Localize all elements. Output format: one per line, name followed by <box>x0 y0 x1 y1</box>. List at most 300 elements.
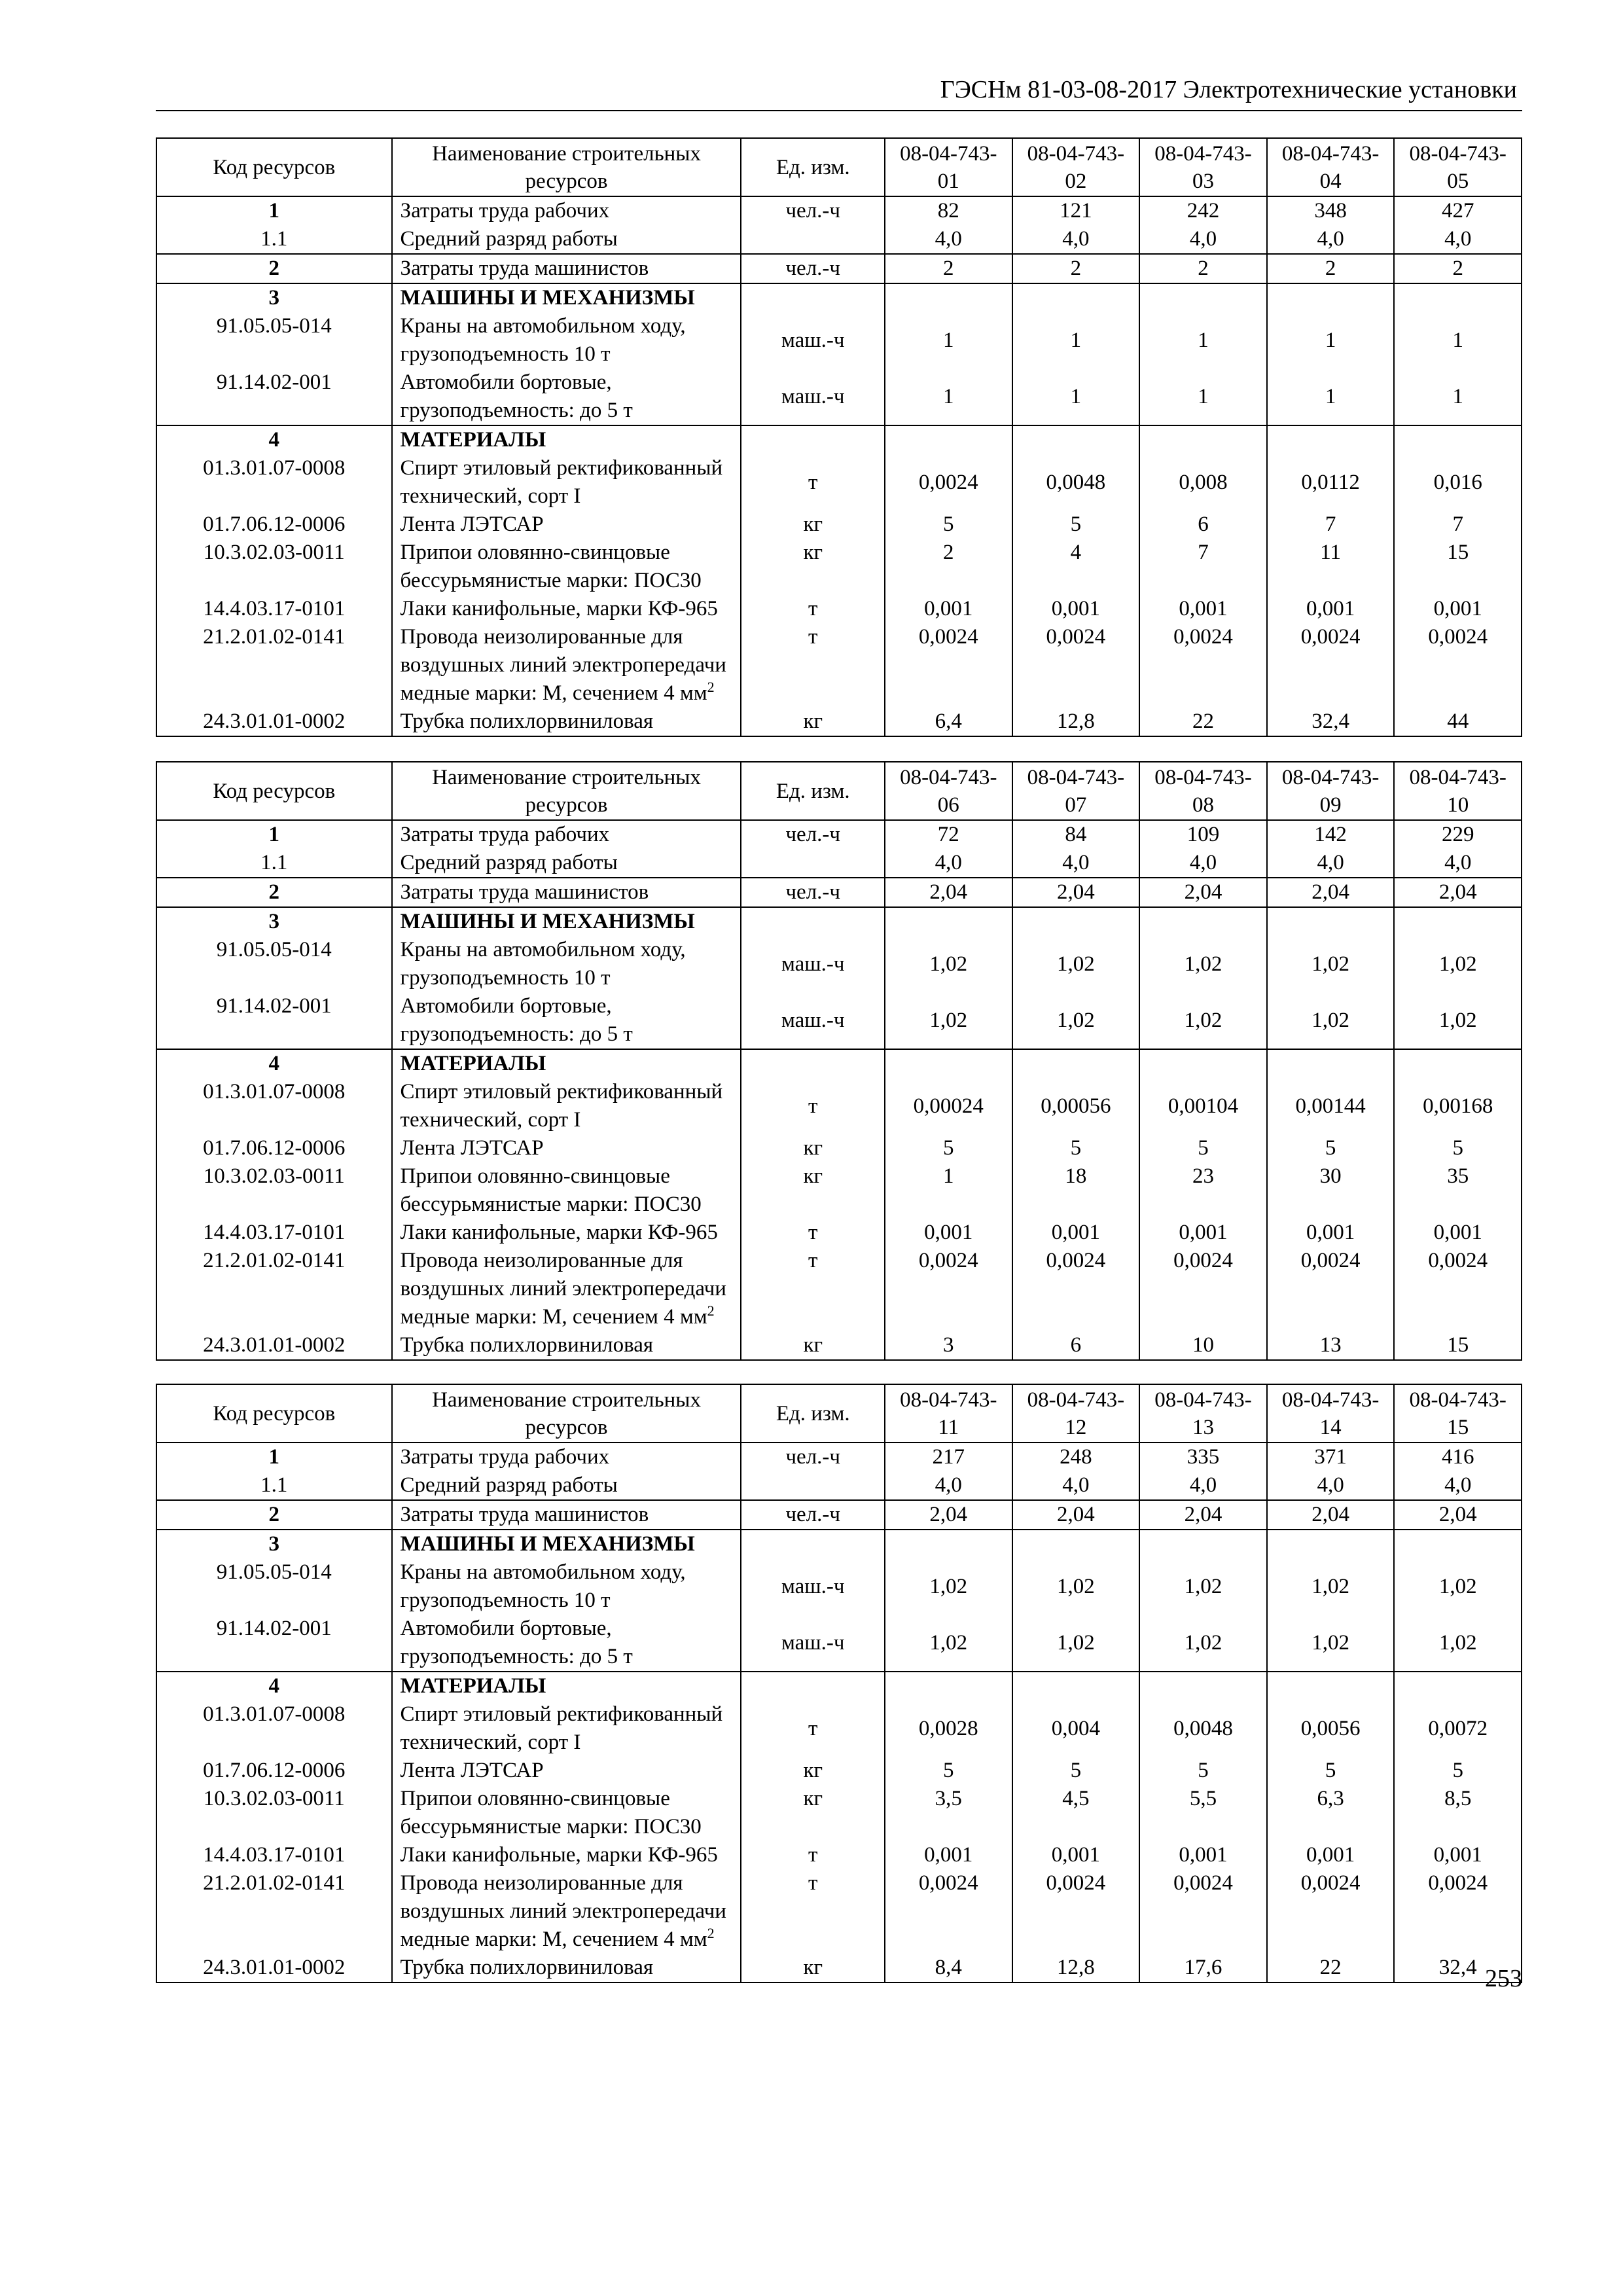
value-cell: 4,0 <box>1012 849 1140 878</box>
table-row <box>156 907 1522 936</box>
value-cell: 22 <box>1139 708 1267 736</box>
table-row <box>156 1615 1522 1672</box>
table-row <box>156 1785 1522 1841</box>
value-cell <box>1267 1049 1395 1078</box>
value-cell <box>885 425 1012 454</box>
table-row <box>156 283 1522 312</box>
value-cell: 2,04 <box>1394 1500 1522 1530</box>
value-cell: 0,001 <box>1267 595 1395 623</box>
value-cell: 2,04 <box>885 1500 1012 1530</box>
value-cell: 30 <box>1267 1162 1395 1219</box>
value-cell: 1 <box>1012 312 1140 368</box>
value-cell: 1 <box>885 1162 1012 1219</box>
value-cell: 0,001 <box>885 595 1012 623</box>
resource-name-text: Краны на автомобильном ходу, грузоподъемность 10 т <box>400 1560 686 1612</box>
value-cell <box>1394 907 1522 936</box>
resource-code: 21.2.01.02-0141 <box>156 1247 392 1331</box>
resource-name-text: Припои оловянно-свинцовые бессурьмянистые марки: ПОС30 <box>400 1787 702 1839</box>
resource-code: 21.2.01.02-0141 <box>156 1869 392 1954</box>
value-cell <box>1267 283 1395 312</box>
value-cell: 0,001 <box>1394 1219 1522 1247</box>
resource-code: 01.7.06.12-0006 <box>156 511 392 539</box>
resource-name-text: МАШИНЫ И МЕХАНИЗМЫ <box>400 1532 695 1556</box>
value-cell: 4,0 <box>1012 225 1140 254</box>
unit-cell <box>741 1530 885 1558</box>
unit-cell: маш.-ч <box>741 312 885 368</box>
value-cell: 4,0 <box>1139 225 1267 254</box>
value-cell <box>1012 283 1140 312</box>
value-cell: 2,04 <box>1267 1500 1395 1530</box>
column-header-norm: 08-04-743-14 <box>1267 1384 1395 1443</box>
column-header-norm: 08-04-743-13 <box>1139 1384 1267 1443</box>
table-row <box>156 454 1522 511</box>
resource-code: 2 <box>156 878 392 907</box>
resource-name-text: Спирт этиловый ректификованный технический, сорт I <box>400 1080 723 1132</box>
value-cell: 12,8 <box>1012 1954 1140 1982</box>
resource-name <box>392 849 741 878</box>
resource-name-text: Лаки канифольные, марки КФ-965 <box>400 1843 718 1867</box>
table-row <box>156 1841 1522 1869</box>
value-cell <box>1139 283 1267 312</box>
unit-cell: маш.-ч <box>741 1615 885 1672</box>
table-row <box>156 849 1522 878</box>
resource-name <box>392 1331 741 1360</box>
resource-name-text: Спирт этиловый ректификованный технический, сорт I <box>400 456 723 508</box>
resource-name <box>392 312 741 368</box>
unit-cell: чел.-ч <box>741 1500 885 1530</box>
resource-code: 91.05.05-014 <box>156 1558 392 1615</box>
value-cell <box>1012 425 1140 454</box>
value-cell: 4,0 <box>1267 849 1395 878</box>
table-row <box>156 1954 1522 1982</box>
value-cell: 0,016 <box>1394 454 1522 511</box>
resource-code: 24.3.01.01-0002 <box>156 1331 392 1360</box>
resource-code: 14.4.03.17-0101 <box>156 1219 392 1247</box>
value-cell: 12,8 <box>1012 708 1140 736</box>
resource-name-text: Лента ЛЭТСАР <box>400 512 544 536</box>
value-cell <box>1139 1672 1267 1700</box>
value-cell: 0,0024 <box>1139 1869 1267 1954</box>
value-cell: 15 <box>1394 1331 1522 1360</box>
value-cell <box>1139 1049 1267 1078</box>
resource-code: 01.3.01.07-0008 <box>156 454 392 511</box>
resource-name-text: Лента ЛЭТСАР <box>400 1759 544 1782</box>
resource-name <box>392 623 741 708</box>
value-cell: 5 <box>1012 511 1140 539</box>
resource-name-text: Припои оловянно-свинцовые бессурьмянистые марки: ПОС30 <box>400 1164 702 1216</box>
value-cell: 5 <box>1267 1757 1395 1785</box>
table-row <box>156 511 1522 539</box>
value-cell: 2,04 <box>1394 878 1522 907</box>
value-cell: 4,0 <box>1394 225 1522 254</box>
superscript: 2 <box>707 679 715 695</box>
table-row <box>156 595 1522 623</box>
resource-name <box>392 1757 741 1785</box>
value-cell: 109 <box>1139 820 1267 849</box>
unit-cell: кг <box>741 1785 885 1841</box>
running-title: ГЭСНм 81-03-08-2017 Электротехнические установки <box>940 76 1517 103</box>
value-cell: 72 <box>885 820 1012 849</box>
unit-cell: чел.-ч <box>741 254 885 283</box>
resource-name <box>392 1443 741 1471</box>
value-cell: 0,0072 <box>1394 1700 1522 1757</box>
value-cell: 0,0024 <box>1139 623 1267 708</box>
value-cell <box>1394 1672 1522 1700</box>
resource-name <box>392 1869 741 1954</box>
column-header-norm: 08-04-743-09 <box>1267 762 1395 820</box>
resource-name <box>392 936 741 992</box>
value-cell: 0,0024 <box>1394 623 1522 708</box>
value-cell: 0,00144 <box>1267 1078 1395 1134</box>
value-cell: 2,04 <box>885 878 1012 907</box>
table-row <box>156 1672 1522 1700</box>
resource-code: 91.05.05-014 <box>156 936 392 992</box>
value-cell: 0,0024 <box>1267 1869 1395 1954</box>
value-cell: 3 <box>885 1331 1012 1360</box>
resource-code: 1.1 <box>156 225 392 254</box>
resource-code: 10.3.02.03-0011 <box>156 1785 392 1841</box>
value-cell: 1 <box>1267 368 1395 425</box>
resource-name <box>392 1700 741 1757</box>
value-cell: 2,04 <box>1012 878 1140 907</box>
value-cell: 1,02 <box>1394 1558 1522 1615</box>
table-row <box>156 1162 1522 1219</box>
unit-cell: т <box>741 1700 885 1757</box>
value-cell: 4,0 <box>1012 1471 1140 1500</box>
value-cell <box>1267 907 1395 936</box>
unit-cell: чел.-ч <box>741 878 885 907</box>
resource-name <box>392 1134 741 1162</box>
column-header-norm: 08-04-743-07 <box>1012 762 1140 820</box>
unit-cell <box>741 283 885 312</box>
table-row <box>156 1757 1522 1785</box>
table-row <box>156 1078 1522 1134</box>
value-cell: 1,02 <box>1394 1615 1522 1672</box>
resource-name <box>392 1162 741 1219</box>
resource-name <box>392 708 741 736</box>
value-cell <box>1394 425 1522 454</box>
resource-name-text: МАШИНЫ И МЕХАНИЗМЫ <box>400 910 695 933</box>
value-cell: 1 <box>1139 312 1267 368</box>
value-cell: 1,02 <box>1139 936 1267 992</box>
resource-name-text: Затраты труда рабочих <box>400 823 610 846</box>
value-cell: 0,0024 <box>1267 1247 1395 1331</box>
column-header-unit: Ед. изм. <box>741 1384 885 1443</box>
value-cell: 22 <box>1267 1954 1395 1982</box>
value-cell: 0,001 <box>1394 1841 1522 1869</box>
resource-name-text: Трубка полихлорвиниловая <box>400 1956 654 1979</box>
resource-name <box>392 539 741 595</box>
resource-table-1 <box>156 137 1522 737</box>
column-header-code: Код ресурсов <box>156 138 392 196</box>
value-cell: 2 <box>1012 254 1140 283</box>
value-cell: 1 <box>1139 368 1267 425</box>
column-header-unit: Ед. изм. <box>741 138 885 196</box>
table-row <box>156 708 1522 736</box>
value-cell: 416 <box>1394 1443 1522 1471</box>
value-cell: 1 <box>1012 368 1140 425</box>
resource-name-text: МАШИНЫ И МЕХАНИЗМЫ <box>400 286 695 310</box>
resource-code: 91.14.02-001 <box>156 992 392 1049</box>
resource-code: 21.2.01.02-0141 <box>156 623 392 708</box>
column-header-name: Наименование строительных ресурсов <box>392 1384 741 1443</box>
resource-name-text: Автомобили бортовые, грузоподъемность: до 5 т <box>400 370 633 422</box>
value-cell <box>1139 425 1267 454</box>
table-row <box>156 196 1522 225</box>
value-cell: 0,001 <box>1139 1219 1267 1247</box>
value-cell: 6 <box>1139 511 1267 539</box>
value-cell <box>1394 1049 1522 1078</box>
page-number: 253 <box>1485 1965 1522 1992</box>
unit-cell: т <box>741 1078 885 1134</box>
unit-cell <box>741 225 885 254</box>
value-cell: 5 <box>885 1134 1012 1162</box>
resource-name <box>392 1247 741 1331</box>
unit-cell: т <box>741 1219 885 1247</box>
resource-code: 01.7.06.12-0006 <box>156 1757 392 1785</box>
table-row <box>156 539 1522 595</box>
resource-name <box>392 1785 741 1841</box>
table-row <box>156 368 1522 425</box>
resource-code: 3 <box>156 283 392 312</box>
value-cell: 7 <box>1139 539 1267 595</box>
column-header-norm: 08-04-743-06 <box>885 762 1012 820</box>
value-cell: 0,0024 <box>1139 1247 1267 1331</box>
column-header-name: Наименование строительных ресурсов <box>392 762 741 820</box>
value-cell: 32,4 <box>1394 1954 1522 1982</box>
table-row <box>156 425 1522 454</box>
resource-code: 1 <box>156 820 392 849</box>
value-cell: 4,0 <box>1394 1471 1522 1500</box>
value-cell: 4,0 <box>1267 225 1395 254</box>
value-cell <box>885 907 1012 936</box>
unit-cell: чел.-ч <box>741 196 885 225</box>
resource-name <box>392 1219 741 1247</box>
resource-table-3 <box>156 1384 1522 1983</box>
value-cell: 1 <box>1267 312 1395 368</box>
value-cell: 32,4 <box>1267 708 1395 736</box>
table-row <box>156 1471 1522 1500</box>
value-cell: 0,001 <box>1139 1841 1267 1869</box>
value-cell: 5 <box>885 511 1012 539</box>
table-row <box>156 225 1522 254</box>
column-header-norm: 08-04-743-15 <box>1394 1384 1522 1443</box>
value-cell: 2,04 <box>1139 878 1267 907</box>
value-cell: 1 <box>885 368 1012 425</box>
value-cell: 0,004 <box>1012 1700 1140 1757</box>
value-cell: 23 <box>1139 1162 1267 1219</box>
value-cell: 1 <box>1394 312 1522 368</box>
value-cell: 2 <box>1139 254 1267 283</box>
value-cell: 248 <box>1012 1443 1140 1471</box>
table-row <box>156 1869 1522 1954</box>
value-cell: 1,02 <box>885 1615 1012 1672</box>
resource-name-text: Затраты труда рабочих <box>400 1445 610 1469</box>
value-cell <box>1394 283 1522 312</box>
resource-name-text: МАТЕРИАЛЫ <box>400 1052 546 1075</box>
value-cell: 1,02 <box>1267 1615 1395 1672</box>
unit-cell: кг <box>741 1954 885 1982</box>
superscript: 2 <box>707 1302 715 1319</box>
value-cell: 0,001 <box>1267 1219 1395 1247</box>
value-cell: 1,02 <box>1012 1615 1140 1672</box>
resource-name <box>392 425 741 454</box>
resource-name-text: Провода неизолированные для воздушных линий электропередачи медные марки: М, сечением 4 мм <box>400 1871 726 1951</box>
value-cell: 4,5 <box>1012 1785 1140 1841</box>
table-row <box>156 1219 1522 1247</box>
resource-code: 1.1 <box>156 849 392 878</box>
value-cell: 4,0 <box>1139 849 1267 878</box>
value-cell <box>1139 907 1267 936</box>
resource-name <box>392 595 741 623</box>
table-row <box>156 992 1522 1049</box>
table-row <box>156 1530 1522 1558</box>
table-row <box>156 1247 1522 1331</box>
value-cell: 0,001 <box>1012 1841 1140 1869</box>
unit-cell <box>741 907 885 936</box>
resource-name <box>392 1500 741 1530</box>
value-cell: 2,04 <box>1267 878 1395 907</box>
value-cell: 1,02 <box>1267 992 1395 1049</box>
column-header-norm: 08-04-743-10 <box>1394 762 1522 820</box>
column-header-norm: 08-04-743-11 <box>885 1384 1012 1443</box>
resource-name <box>392 992 741 1049</box>
value-cell: 0,00104 <box>1139 1078 1267 1134</box>
value-cell: 5 <box>1394 1757 1522 1785</box>
value-cell <box>885 1530 1012 1558</box>
value-cell <box>1012 1530 1140 1558</box>
value-cell: 0,001 <box>1267 1841 1395 1869</box>
value-cell <box>885 283 1012 312</box>
value-cell: 0,0024 <box>1394 1247 1522 1331</box>
value-cell <box>1394 1530 1522 1558</box>
value-cell: 0,0024 <box>885 623 1012 708</box>
value-cell <box>1139 1530 1267 1558</box>
value-cell: 4,0 <box>1139 1471 1267 1500</box>
value-cell: 7 <box>1267 511 1395 539</box>
resource-name-text: Средний разряд работы <box>400 1473 618 1497</box>
value-cell <box>885 1049 1012 1078</box>
value-cell: 4,0 <box>1394 849 1522 878</box>
value-cell: 1,02 <box>1267 936 1395 992</box>
resource-code: 14.4.03.17-0101 <box>156 1841 392 1869</box>
value-cell: 121 <box>1012 196 1140 225</box>
resource-name-text: Лента ЛЭТСАР <box>400 1136 544 1160</box>
resource-name-text: Припои оловянно-свинцовые бессурьмянистые марки: ПОС30 <box>400 541 702 592</box>
unit-cell: кг <box>741 708 885 736</box>
value-cell: 5 <box>1394 1134 1522 1162</box>
resource-name <box>392 820 741 849</box>
column-header-norm: 08-04-743-12 <box>1012 1384 1140 1443</box>
value-cell: 1,02 <box>885 992 1012 1049</box>
resource-code: 2 <box>156 1500 392 1530</box>
value-cell: 8,5 <box>1394 1785 1522 1841</box>
value-cell: 2 <box>885 539 1012 595</box>
value-cell: 0,001 <box>1139 595 1267 623</box>
table-row <box>156 878 1522 907</box>
table-row <box>156 1700 1522 1757</box>
resource-code: 10.3.02.03-0011 <box>156 539 392 595</box>
value-cell: 35 <box>1394 1162 1522 1219</box>
unit-cell: кг <box>741 1757 885 1785</box>
table-row <box>156 820 1522 849</box>
resource-code: 14.4.03.17-0101 <box>156 595 392 623</box>
value-cell: 0,00056 <box>1012 1078 1140 1134</box>
value-cell: 1,02 <box>885 1558 1012 1615</box>
column-header-norm: 08-04-743-02 <box>1012 138 1140 196</box>
value-cell: 1,02 <box>1267 1558 1395 1615</box>
unit-cell: чел.-ч <box>741 820 885 849</box>
column-header-norm: 08-04-743-03 <box>1139 138 1267 196</box>
value-cell: 2 <box>1267 254 1395 283</box>
table-row <box>156 312 1522 368</box>
table-row <box>156 936 1522 992</box>
value-cell: 2,04 <box>1139 1500 1267 1530</box>
running-header <box>156 73 1522 111</box>
resource-code: 1 <box>156 1443 392 1471</box>
resource-name <box>392 1672 741 1700</box>
unit-cell: кг <box>741 1162 885 1219</box>
resource-name <box>392 254 741 283</box>
resource-code: 4 <box>156 425 392 454</box>
resource-name-text: Трубка полихлорвиниловая <box>400 709 654 733</box>
value-cell: 0,0024 <box>1012 1247 1140 1331</box>
resource-name-text: Краны на автомобильном ходу, грузоподъемность 10 т <box>400 938 686 990</box>
resource-name-text: Лаки канифольные, марки КФ-965 <box>400 1221 718 1244</box>
table-row <box>156 1558 1522 1615</box>
table-header-row <box>156 1384 1522 1443</box>
value-cell: 1,02 <box>1012 992 1140 1049</box>
unit-cell: кг <box>741 1134 885 1162</box>
resource-code: 01.7.06.12-0006 <box>156 1134 392 1162</box>
unit-cell: маш.-ч <box>741 992 885 1049</box>
resource-name <box>392 225 741 254</box>
value-cell: 142 <box>1267 820 1395 849</box>
resource-name <box>392 1471 741 1500</box>
value-cell: 1,02 <box>1394 992 1522 1049</box>
resource-name <box>392 368 741 425</box>
unit-cell <box>741 1049 885 1078</box>
resource-name <box>392 454 741 511</box>
value-cell: 242 <box>1139 196 1267 225</box>
resource-code: 4 <box>156 1049 392 1078</box>
unit-cell: т <box>741 1869 885 1954</box>
unit-cell: маш.-ч <box>741 1558 885 1615</box>
value-cell: 8,4 <box>885 1954 1012 1982</box>
resource-name <box>392 196 741 225</box>
unit-cell: маш.-ч <box>741 368 885 425</box>
unit-cell: т <box>741 454 885 511</box>
resource-code: 10.3.02.03-0011 <box>156 1162 392 1219</box>
resource-name-text: Средний разряд работы <box>400 851 618 874</box>
value-cell: 0,0048 <box>1139 1700 1267 1757</box>
column-header-norm: 08-04-743-01 <box>885 138 1012 196</box>
resource-code: 2 <box>156 254 392 283</box>
value-cell: 0,0024 <box>1012 623 1140 708</box>
value-cell: 427 <box>1394 196 1522 225</box>
value-cell <box>885 1672 1012 1700</box>
value-cell: 13 <box>1267 1331 1395 1360</box>
value-cell: 4,0 <box>1267 1471 1395 1500</box>
value-cell: 0,0024 <box>885 1247 1012 1331</box>
resource-name-text: Затраты труда машинистов <box>400 257 649 280</box>
value-cell: 1,02 <box>1139 992 1267 1049</box>
table-row <box>156 1443 1522 1471</box>
resource-code: 91.14.02-001 <box>156 368 392 425</box>
resource-code: 1.1 <box>156 1471 392 1500</box>
resource-name <box>392 878 741 907</box>
resource-name-text: Затраты труда машинистов <box>400 880 649 904</box>
